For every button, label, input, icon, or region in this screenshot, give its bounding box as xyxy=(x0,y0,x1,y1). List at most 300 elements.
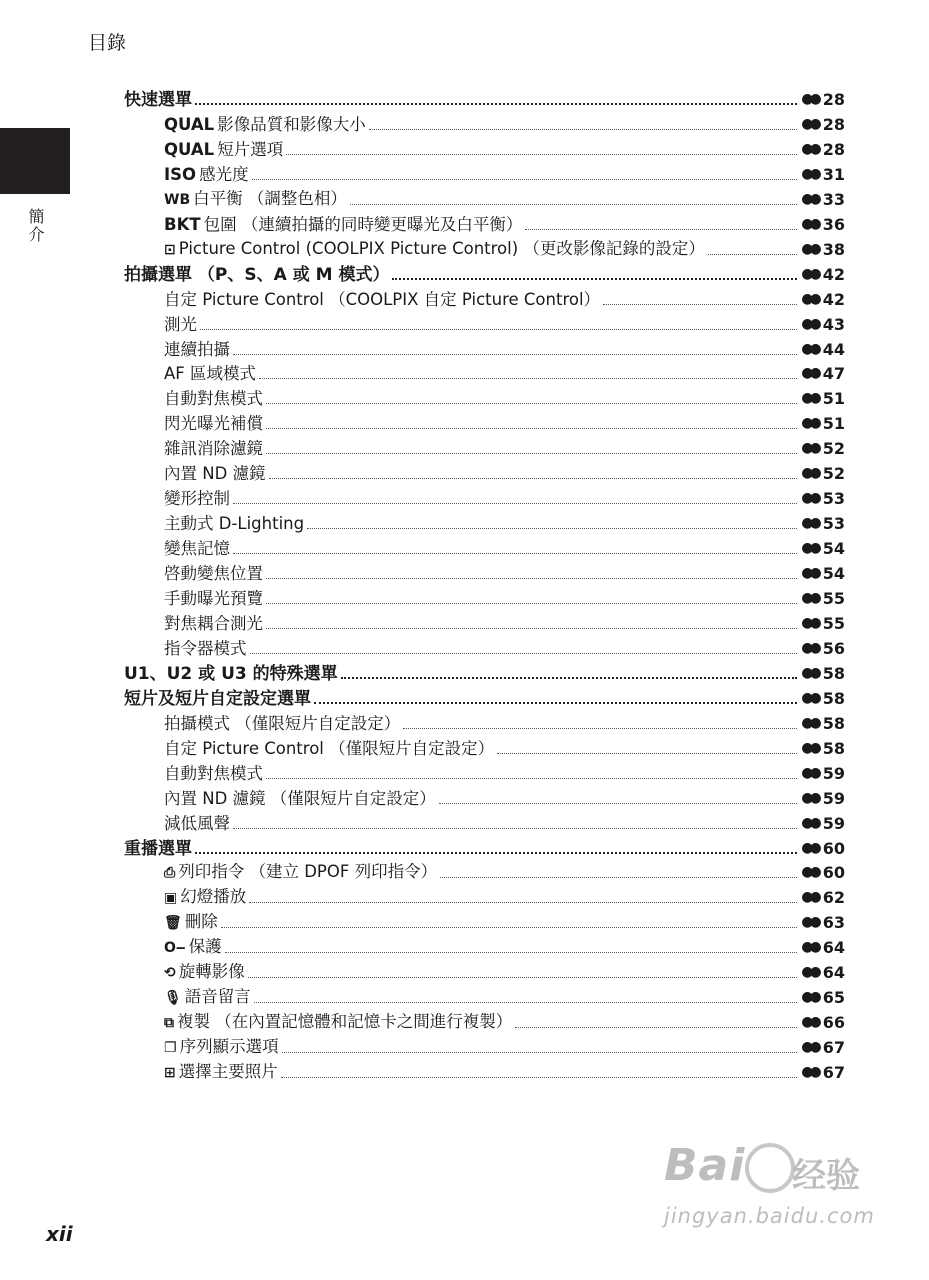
toc-entry-label: 手動曝光預覽 xyxy=(164,589,263,608)
reference-section-icon: ●● xyxy=(801,115,818,132)
dot-leader xyxy=(249,902,797,903)
toc-entry[interactable] xyxy=(164,610,845,635)
toc-entry-title xyxy=(164,413,263,435)
watermark-logo xyxy=(664,1140,795,1193)
toc-entry-page xyxy=(801,638,845,660)
dot-leader xyxy=(439,803,798,804)
reference-section-icon: ●● xyxy=(801,365,818,382)
toc-entry-label: 短片選項 xyxy=(217,139,284,159)
toc-entry-label: 快速選單 xyxy=(124,90,192,110)
toc-entry-label: U1、U2 或 U3 的特殊選單 xyxy=(124,663,338,684)
toc-entry[interactable] xyxy=(164,760,845,785)
dot-leader xyxy=(440,877,797,878)
toc-entry[interactable] xyxy=(164,161,845,186)
page-ref-number: 52 xyxy=(822,464,845,484)
toc-entry-title xyxy=(164,588,263,610)
toc-entry-title xyxy=(124,663,338,685)
page-ref-number: 33 xyxy=(822,189,845,209)
menu-symbol-icon: ▣ xyxy=(164,890,178,907)
toc-entry-label: 自動對焦模式 xyxy=(164,389,263,409)
reference-section-icon: ●● xyxy=(801,739,818,756)
toc-entry-label: 保護 xyxy=(188,937,222,957)
section-tab-label: 簡介 xyxy=(26,208,45,244)
page-ref-number: 31 xyxy=(822,164,845,184)
toc-entry[interactable] xyxy=(164,211,845,236)
page-ref-number: 36 xyxy=(822,214,845,234)
toc-entry-label: 自定 Picture Control （僅限短片自定設定） xyxy=(164,738,495,758)
reference-section-icon: ●● xyxy=(801,290,818,307)
toc-entry[interactable] xyxy=(164,1034,845,1059)
reference-section-icon: ●● xyxy=(801,789,818,806)
toc-entry[interactable] xyxy=(164,186,845,211)
toc-entry-label: 變形控制 xyxy=(164,489,230,509)
menu-symbol-icon: ⊞ xyxy=(164,1065,176,1082)
dot-leader xyxy=(248,977,798,978)
page-ref-number: 42 xyxy=(822,289,845,309)
toc-entry[interactable] xyxy=(164,385,845,410)
reference-section-icon: ●● xyxy=(801,864,818,881)
toc-entry-title xyxy=(164,713,400,735)
toc-entry[interactable] xyxy=(164,510,845,535)
watermark-url: jingyan.baidu.com xyxy=(664,1204,875,1228)
page-ref-number: 59 xyxy=(822,763,845,783)
toc-entry-label: 重播選單 xyxy=(124,838,192,859)
toc-entry[interactable] xyxy=(164,984,845,1009)
toc-entry-title xyxy=(164,638,247,660)
toc-entry-page xyxy=(801,488,845,510)
page-ref-number: 58 xyxy=(822,663,845,683)
menu-symbol-icon: 🎙 xyxy=(164,990,182,1007)
reference-section-icon: ●● xyxy=(801,540,818,557)
reference-section-icon: ●● xyxy=(801,190,818,207)
dot-leader xyxy=(252,179,798,180)
page-ref-number: 54 xyxy=(822,564,845,584)
page-ref-number: 38 xyxy=(822,239,845,259)
toc-entry-title xyxy=(164,763,263,785)
toc-entry-title xyxy=(164,861,437,884)
toc-entry-page xyxy=(801,513,845,535)
toc-entry-title xyxy=(164,363,256,385)
dot-leader xyxy=(233,354,797,355)
toc-entry[interactable] xyxy=(164,435,845,460)
dot-leader xyxy=(497,753,797,754)
toc-entry-page xyxy=(801,688,845,710)
toc-entry-label: 包圍 （連續拍攝的同時變更曝光及白平衡） xyxy=(203,214,523,234)
toc-entry-label: 測光 xyxy=(164,314,197,334)
reference-section-icon: ●● xyxy=(801,1064,818,1081)
toc-entry[interactable] xyxy=(164,560,845,585)
reference-section-icon: ●● xyxy=(801,614,818,631)
toc-entry-page xyxy=(801,89,845,111)
reference-section-icon: ●● xyxy=(801,590,818,606)
toc-entry-label: 語音留言 xyxy=(184,987,251,1007)
reference-section-icon: ●● xyxy=(801,889,818,906)
toc-entry-page xyxy=(801,189,845,211)
reference-section-icon: ●● xyxy=(801,964,818,981)
toc-entry-label: 減低風聲 xyxy=(164,813,230,833)
menu-symbol-icon: WB xyxy=(164,191,191,208)
toc-entry[interactable] xyxy=(164,810,845,835)
reference-section-icon: ●● xyxy=(801,91,818,107)
toc-entry-title xyxy=(164,139,283,161)
toc-entry[interactable] xyxy=(164,460,845,485)
menu-symbol-icon: ⎙ xyxy=(164,865,176,882)
toc-entry-title xyxy=(164,538,230,560)
toc-entry[interactable] xyxy=(164,336,845,361)
toc-entry-page xyxy=(801,663,845,685)
toc-entry-label: 拍攝選單 （P、S、A 或 M 模式） xyxy=(124,264,390,285)
dot-leader xyxy=(266,403,797,404)
toc-entry-page xyxy=(801,1037,845,1059)
dot-leader xyxy=(233,828,797,829)
dot-leader xyxy=(282,1052,798,1053)
toc-entry-label: 白平衡 （調整色相） xyxy=(193,188,347,208)
toc-entry-page xyxy=(801,962,845,984)
toc-entry-label: 變焦記憶 xyxy=(164,539,230,559)
toc-entry-page xyxy=(801,214,845,236)
page-ref-number: 62 xyxy=(822,888,845,908)
dot-leader xyxy=(250,653,798,654)
toc-entry[interactable] xyxy=(164,311,845,336)
toc-entry-title xyxy=(164,238,705,261)
reference-section-icon: ●● xyxy=(801,1014,818,1031)
toc-entry-page xyxy=(801,713,845,735)
dot-leader xyxy=(225,952,798,953)
dot-leader xyxy=(314,702,797,704)
page-ref-number: 65 xyxy=(822,988,845,1008)
dot-leader xyxy=(403,728,797,729)
paw-icon xyxy=(745,1143,795,1193)
toc-entry-label: 閃光曝光補償 xyxy=(164,414,263,434)
toc-entry-title xyxy=(164,1061,278,1084)
toc-entry-label: 主動式 D-Lighting xyxy=(164,514,305,534)
toc-entry-title xyxy=(164,114,366,136)
dot-leader xyxy=(515,1027,797,1028)
page-ref-number: 47 xyxy=(822,364,845,384)
dot-leader xyxy=(195,852,797,854)
reference-section-icon: ●● xyxy=(801,689,818,706)
reference-section-icon: ●● xyxy=(801,565,818,582)
dot-leader xyxy=(233,503,797,504)
toc-entry-page xyxy=(801,987,845,1009)
reference-section-icon: ●● xyxy=(801,814,818,831)
toc-entry[interactable] xyxy=(164,111,845,136)
page-ref-number: 58 xyxy=(822,738,845,758)
toc-entry-title xyxy=(164,936,222,959)
toc-entry-label: 列印指令 （建立 DPOF 列印指令） xyxy=(178,862,438,882)
toc-entry-label: 連續拍攝 xyxy=(164,339,230,359)
reference-section-icon: ●● xyxy=(801,315,818,332)
menu-symbol-icon: ⊡ xyxy=(164,241,176,258)
toc-entry[interactable] xyxy=(164,1059,845,1084)
reference-section-icon: ●● xyxy=(801,515,818,532)
toc-entry-label: 對焦耦合測光 xyxy=(164,613,263,633)
dot-leader xyxy=(266,578,797,579)
toc-entry-title xyxy=(164,788,436,810)
section-tab-marker xyxy=(0,128,70,194)
toc-entry[interactable] xyxy=(124,86,845,111)
toc-entry-page xyxy=(801,339,845,361)
toc-entry-label: 拍攝模式 （僅限短片自定設定） xyxy=(164,713,401,733)
dot-leader xyxy=(369,129,798,130)
toc-entry-title xyxy=(164,563,263,585)
toc-entry[interactable] xyxy=(164,136,845,161)
toc-entry-page xyxy=(801,363,845,385)
dot-leader xyxy=(266,453,797,454)
page-ref-number: 51 xyxy=(822,389,845,409)
toc-entry-page xyxy=(801,1062,845,1084)
reference-section-icon: ●● xyxy=(801,340,818,357)
page-ref-number: 53 xyxy=(822,514,845,534)
dot-leader xyxy=(307,528,797,529)
toc-entry-label: Picture Control (COOLPIX Picture Control) （更改影像記錄的設定） xyxy=(178,238,705,258)
toc-entry-title xyxy=(164,986,251,1009)
toc-entry-page xyxy=(801,613,845,635)
page-ref-number: 52 xyxy=(822,439,845,459)
dot-leader xyxy=(266,778,797,779)
page-ref-number: 66 xyxy=(822,1013,845,1033)
reference-section-icon: ●● xyxy=(801,914,818,931)
toc-entry-title xyxy=(124,838,192,860)
toc-entry-title xyxy=(164,488,230,510)
dot-leader xyxy=(266,603,797,604)
menu-symbol-icon: QUAL xyxy=(164,139,215,159)
toc-entry-page xyxy=(801,388,845,410)
page-ref-number: 67 xyxy=(822,1038,845,1058)
reference-section-icon: ●● xyxy=(801,1039,818,1056)
page-ref-number: 42 xyxy=(822,264,845,284)
toc-entry[interactable] xyxy=(164,286,845,311)
toc-entry[interactable] xyxy=(164,959,845,984)
toc-entry-page xyxy=(801,588,845,610)
toc-entry-page xyxy=(801,763,845,785)
toc-entry[interactable] xyxy=(164,785,845,810)
toc-entry-page xyxy=(801,289,845,311)
dot-leader xyxy=(281,1077,798,1078)
page-ref-number: 60 xyxy=(822,863,845,883)
page-ref-number: 63 xyxy=(822,913,845,933)
reference-section-icon: ●● xyxy=(801,490,818,507)
toc-entry-page xyxy=(801,463,845,485)
reference-section-icon: ●● xyxy=(801,165,818,182)
toc-entry-label: 複製 （在內置記憶體和記憶卡之間進行複製） xyxy=(177,1012,513,1032)
page-ref-number: 64 xyxy=(822,963,845,983)
page-ref-number: 55 xyxy=(822,589,845,608)
page-number: xii xyxy=(46,1222,73,1246)
toc-entry-label: AF 區域模式 xyxy=(164,364,257,384)
toc-entry-title xyxy=(164,214,522,236)
toc-entry-label: 短片及短片自定設定選單 xyxy=(124,688,311,709)
toc-entry-page xyxy=(801,937,845,959)
toc-entry-page xyxy=(801,563,845,585)
reference-section-icon: ●● xyxy=(801,939,818,956)
toc-entry[interactable] xyxy=(164,859,845,884)
page-ref-number: 58 xyxy=(822,713,845,733)
toc-entry[interactable] xyxy=(164,934,845,959)
watermark xyxy=(664,1140,874,1250)
dot-leader xyxy=(254,1002,798,1003)
toc-entry-title xyxy=(164,911,218,934)
page-ref-number: 51 xyxy=(822,414,845,434)
page-ref-number: 60 xyxy=(822,838,845,858)
toc-entry-title xyxy=(124,688,311,710)
dot-leader xyxy=(259,378,797,379)
dot-leader xyxy=(392,278,797,280)
page-ref-number: 55 xyxy=(822,613,845,633)
reference-section-icon: ●● xyxy=(801,664,818,681)
toc-entry-label: 序列顯示選項 xyxy=(179,1037,279,1057)
toc-entry-page xyxy=(801,438,845,460)
toc-entry-title xyxy=(164,961,245,984)
page-ref-number: 67 xyxy=(822,1063,845,1083)
toc-entry-title xyxy=(164,388,263,410)
toc-entry-page xyxy=(801,114,845,136)
page-ref-number: 56 xyxy=(822,638,845,658)
toc-entry-label: 旋轉影像 xyxy=(178,962,245,982)
reference-section-icon: ●● xyxy=(801,639,818,656)
reference-section-icon: ●● xyxy=(801,465,818,482)
toc-entry-label: 感光度 xyxy=(199,164,249,184)
toc-entry-page xyxy=(801,1012,845,1034)
toc-entry-title xyxy=(164,738,494,760)
toc-entry-page xyxy=(801,862,845,884)
toc-entry-title xyxy=(164,188,347,211)
toc-entry-label: 選擇主要照片 xyxy=(178,1062,278,1082)
toc-entry[interactable] xyxy=(124,835,845,860)
toc-entry-page xyxy=(801,788,845,810)
dot-leader xyxy=(195,103,797,105)
dot-leader xyxy=(286,154,797,155)
toc-entry[interactable] xyxy=(164,360,845,385)
page-ref-number: 43 xyxy=(822,314,845,334)
toc-entry-page xyxy=(801,738,845,760)
toc-entry-page xyxy=(801,912,845,934)
reference-section-icon: ●● xyxy=(801,839,818,856)
toc-entry-label: 刪除 xyxy=(184,912,218,932)
dot-leader xyxy=(350,204,797,205)
toc-entry[interactable] xyxy=(164,1009,845,1034)
toc-entry-title xyxy=(164,886,246,909)
toc-entry-page xyxy=(801,538,845,560)
dot-leader xyxy=(221,927,798,928)
menu-symbol-icon: 🗑 xyxy=(164,915,182,932)
toc-entry-label: 內置 ND 濾鏡 （僅限短片自定設定） xyxy=(164,788,436,808)
page-ref-number: 54 xyxy=(822,539,845,559)
page-ref-number: 28 xyxy=(822,139,845,159)
toc-entry[interactable] xyxy=(124,685,845,710)
toc-entry[interactable] xyxy=(164,884,845,909)
menu-symbol-icon: ⟲ xyxy=(164,965,176,982)
watermark-brand: 经验 xyxy=(792,1156,860,1196)
page-ref-number: 44 xyxy=(822,339,845,359)
toc-entry-label: 自定 Picture Control （COOLPIX 自定 Picture Control） xyxy=(164,289,601,309)
toc-entry[interactable] xyxy=(124,660,845,685)
toc-entry[interactable] xyxy=(164,735,845,760)
toc-entry-page xyxy=(801,838,845,860)
reference-section-icon: ●● xyxy=(801,240,818,257)
menu-symbol-icon: QUAL xyxy=(164,114,215,134)
toc-entry-title xyxy=(164,1036,279,1059)
watermark-logo-text: Bai xyxy=(664,1140,746,1191)
toc-entry-page xyxy=(801,887,845,909)
toc-entry-page xyxy=(801,264,845,286)
page-ref-number: 64 xyxy=(822,938,845,958)
page-ref-number: 28 xyxy=(822,114,845,134)
page-ref-number: 58 xyxy=(822,688,845,708)
toc-entry-title xyxy=(164,463,266,485)
toc-entry[interactable] xyxy=(164,635,845,660)
menu-symbol-icon: ⧉ xyxy=(164,1015,174,1032)
toc-entry-title xyxy=(164,164,249,186)
toc-entry-label: 影像品質和影像大小 xyxy=(217,114,366,134)
dot-leader xyxy=(525,229,797,230)
toc-entry[interactable] xyxy=(164,909,845,934)
toc-entry[interactable] xyxy=(164,485,845,510)
page-ref-number: 59 xyxy=(822,813,845,833)
toc-entry-label: 雜訊消除濾鏡 xyxy=(164,439,263,459)
toc-entry-title xyxy=(164,813,230,835)
toc-entry-label: 指令器模式 xyxy=(164,638,247,658)
menu-symbol-icon: ISO xyxy=(164,164,197,184)
toc-entry-title xyxy=(124,264,389,286)
page-ref-number: 53 xyxy=(822,489,845,509)
toc-entry[interactable] xyxy=(164,236,845,261)
toc-entry[interactable] xyxy=(164,410,845,435)
reference-section-icon: ●● xyxy=(801,989,818,1006)
toc-entry[interactable] xyxy=(164,710,845,735)
page-title: 目錄 xyxy=(88,32,127,54)
dot-leader xyxy=(266,628,797,629)
menu-symbol-icon: ❐ xyxy=(164,1040,177,1057)
reference-section-icon: ●● xyxy=(801,265,818,282)
toc-entry-label: 內置 ND 濾鏡 xyxy=(164,464,266,484)
toc-entry-title xyxy=(164,339,230,361)
toc-entry-title xyxy=(164,513,304,535)
toc-entry-title xyxy=(164,289,600,311)
toc-entry-page xyxy=(801,413,845,435)
dot-leader xyxy=(200,329,797,330)
dot-leader xyxy=(233,553,797,554)
dot-leader xyxy=(708,254,797,255)
toc-entry-title xyxy=(164,314,197,336)
reference-section-icon: ●● xyxy=(801,415,818,432)
toc-entry-page xyxy=(801,314,845,336)
toc-entry[interactable] xyxy=(164,535,845,560)
toc-entry-title xyxy=(124,89,192,111)
toc-entry-title xyxy=(164,438,263,460)
toc-entry[interactable] xyxy=(164,585,845,610)
menu-symbol-icon: BKT xyxy=(164,214,201,234)
menu-symbol-icon: O‒ xyxy=(164,940,186,957)
dot-leader xyxy=(341,677,798,679)
toc-entry-title xyxy=(164,613,263,635)
toc-entry-page xyxy=(801,813,845,835)
reference-section-icon: ●● xyxy=(801,440,818,457)
toc-entry-title xyxy=(164,1011,512,1034)
dot-leader xyxy=(266,428,797,429)
page-ref-number: 59 xyxy=(822,788,845,808)
toc-entry-page xyxy=(801,139,845,161)
reference-section-icon: ●● xyxy=(801,140,818,157)
toc-entry-label: 啓動變焦位置 xyxy=(164,564,263,584)
toc-entry[interactable] xyxy=(124,261,845,286)
page-ref-number: 28 xyxy=(822,90,845,109)
toc-entry-page xyxy=(801,164,845,186)
reference-section-icon: ●● xyxy=(801,714,818,731)
reference-section-icon: ●● xyxy=(801,215,818,232)
toc-entry-label: 自動對焦模式 xyxy=(164,763,263,783)
reference-section-icon: ●● xyxy=(801,390,818,407)
